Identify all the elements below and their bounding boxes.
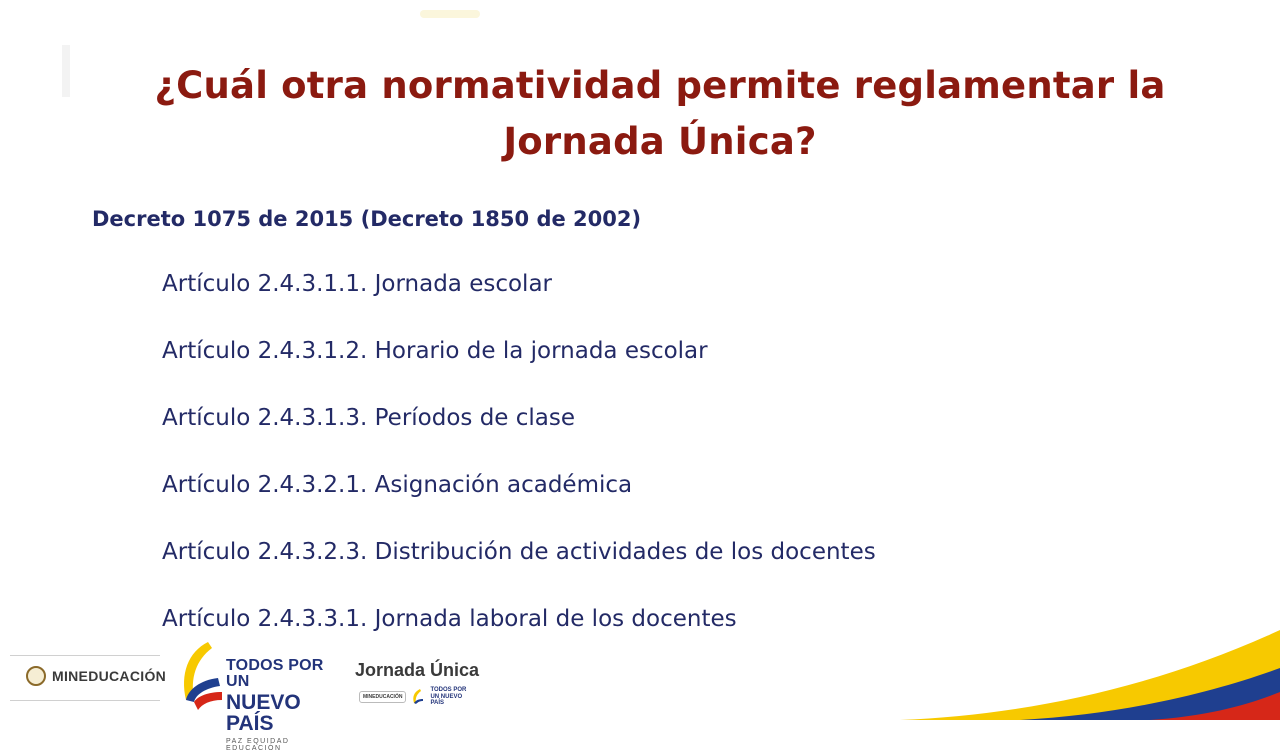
article-item: Artículo 2.4.3.1.3. Períodos de clase <box>162 405 576 431</box>
colombia-flag-wave-icon <box>900 630 1280 720</box>
todos-line1: TODOS POR UN <box>226 657 324 690</box>
decree-heading: Decreto 1075 de 2015 (Decreto 1850 de 2002) <box>92 207 642 231</box>
footer-divider <box>10 700 160 701</box>
tricolor-swoosh-icon <box>412 689 424 705</box>
article-item: Artículo 2.4.3.2.1. Asignación académica <box>162 472 633 498</box>
article-item: Artículo 2.4.3.3.1. Jornada laboral de los docentes <box>162 606 737 632</box>
jornada-unica-label: Jornada Única <box>355 660 480 680</box>
mineducacion-label: MINEDUCACIÓN <box>52 668 167 684</box>
small-mineducacion-label: MINEDUCACIÓN <box>359 691 406 703</box>
article-item: Artículo 2.4.3.2.3. Distribución de actividades de los docentes <box>162 539 876 565</box>
decorative-bar <box>62 45 70 97</box>
article-item: Artículo 2.4.3.1.2. Horario de la jornada escolar <box>162 338 708 364</box>
decorative-smudge <box>420 10 480 18</box>
todos-line2: NUEVO PAÍS <box>226 691 301 735</box>
colombia-seal-icon <box>26 666 46 686</box>
todos-por-un-nuevo-pais-logo <box>178 640 338 752</box>
article-list <box>162 266 876 668</box>
tricolor-swoosh-icon <box>178 640 230 716</box>
mineducacion-logo <box>26 666 166 686</box>
slide-title: ¿Cuál otra normatividad permite reglamentar la Jornada Única? <box>154 64 1166 163</box>
jornada-unica-logo <box>355 660 480 710</box>
small-todos-label: TODOS POR UN NUEVO PAÍS <box>430 687 467 707</box>
article-item: Artículo 2.4.3.1.1. Jornada escolar <box>162 271 553 297</box>
todos-line3: PAZ EQUIDAD EDUCACIÓN <box>226 738 290 752</box>
footer-divider <box>10 655 160 656</box>
